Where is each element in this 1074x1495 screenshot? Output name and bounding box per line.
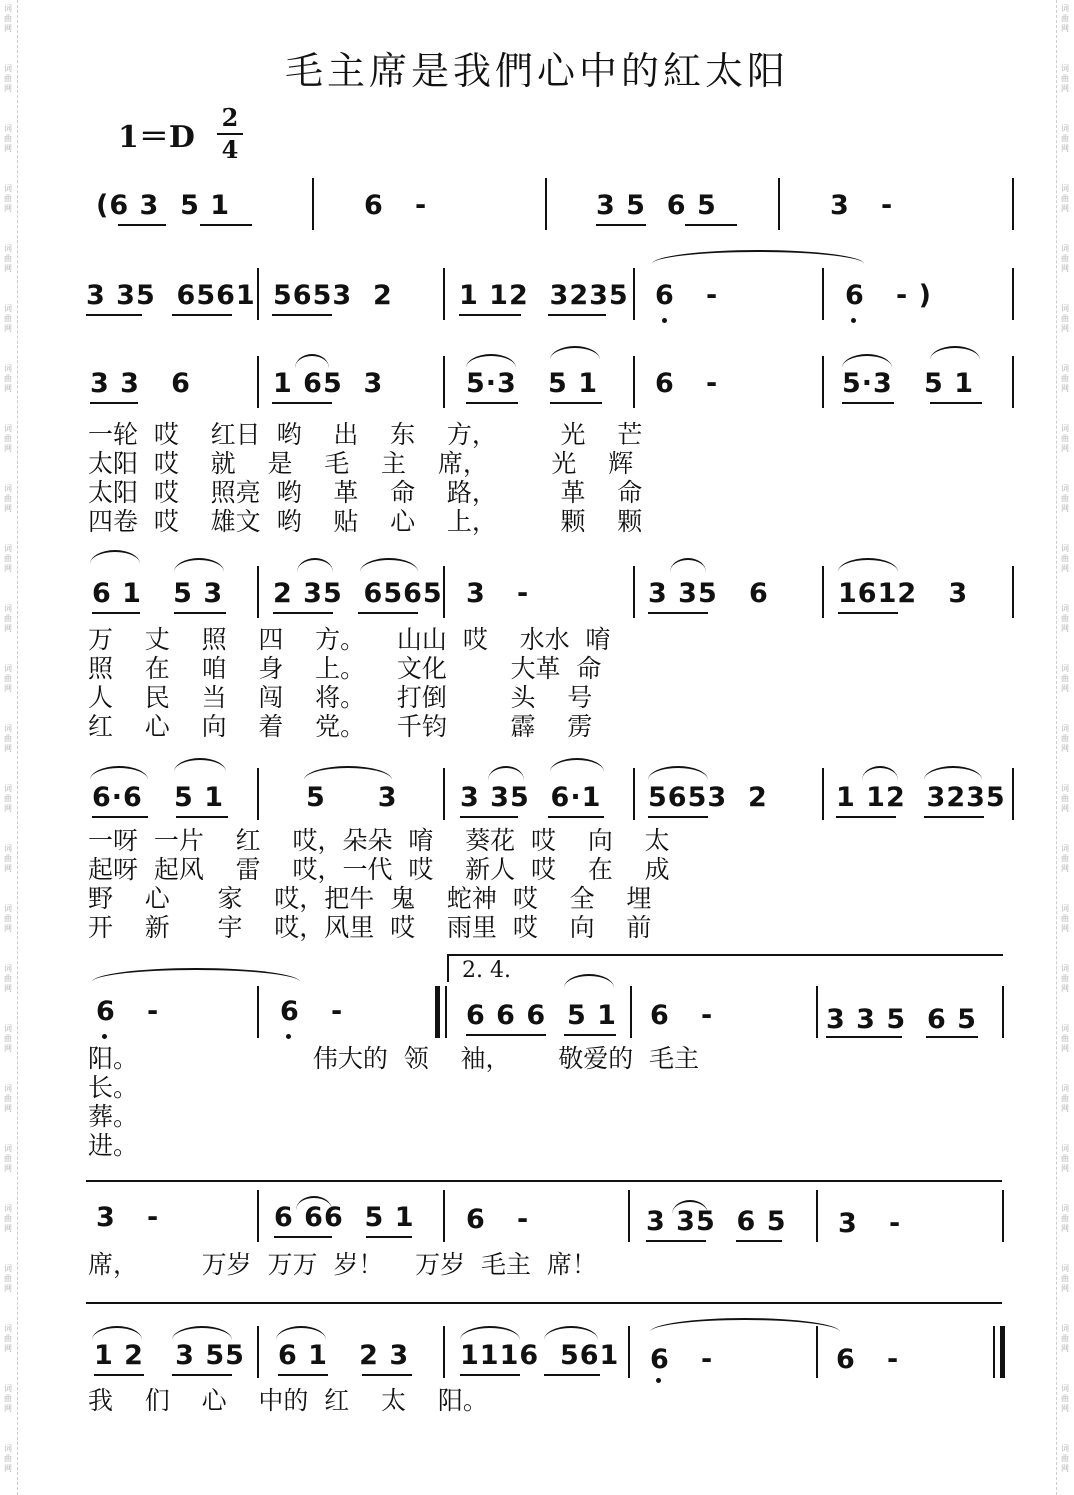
barline xyxy=(545,178,547,230)
low-octave-dot xyxy=(662,318,667,323)
measure: 6 1 5 3 xyxy=(92,578,224,609)
watermark-text: 词曲网 xyxy=(1061,784,1069,813)
beam xyxy=(274,1236,332,1238)
tie xyxy=(652,250,864,264)
lyrics-verse-4: 进。 xyxy=(88,1131,139,1160)
measure: 6 66 5 1 xyxy=(274,1202,415,1233)
barline xyxy=(257,268,259,320)
measure: 3 35 6·1 xyxy=(460,782,602,813)
beam xyxy=(358,612,418,614)
watermark-text: 词曲网 xyxy=(4,664,12,693)
watermark-text: 词曲网 xyxy=(4,1024,12,1053)
barline xyxy=(822,356,824,408)
beam xyxy=(466,1034,546,1036)
slur xyxy=(930,346,980,360)
key-signature: 1＝D xyxy=(118,120,195,155)
beam xyxy=(926,1036,978,1038)
measure: 6 6 6 5 1 xyxy=(466,1000,617,1031)
barline xyxy=(257,356,259,408)
lyrics-verse-4: 红 心 向 着 党。 千钧 霹 雳 xyxy=(88,712,593,741)
watermark-text: 词曲网 xyxy=(4,1444,12,1473)
measure: 5·3 5 1 xyxy=(466,368,599,399)
watermark-text: 词曲网 xyxy=(1061,1384,1069,1413)
beam xyxy=(564,1034,616,1036)
watermark-text: 词曲网 xyxy=(4,724,12,753)
lyrics-verse-4: 四卷 哎 雄文 哟 贴 心 上， 颗 颗 xyxy=(88,507,643,536)
slur xyxy=(92,1326,142,1340)
lyrics-verse-2: 照 在 咱 身 上。 文化 大革 命 xyxy=(88,654,602,683)
barline xyxy=(822,566,824,618)
watermark-text: 词曲网 xyxy=(1061,664,1069,693)
barline xyxy=(257,768,259,820)
barline xyxy=(1012,768,1014,820)
beam xyxy=(172,314,232,316)
beam xyxy=(459,314,521,316)
watermark-text: 词曲网 xyxy=(1061,304,1069,333)
watermark-text: 词曲网 xyxy=(1061,544,1069,573)
watermark-text: 词曲网 xyxy=(4,64,12,93)
lyrics-verse-3: 野 心 家 哎，把牛 鬼 蛇神 哎 全 埋 xyxy=(88,884,652,913)
watermark-text: 词曲网 xyxy=(4,1264,12,1293)
measure: 6 - xyxy=(466,1204,530,1235)
watermark-text: 词曲网 xyxy=(4,244,12,273)
watermark-text: 词曲网 xyxy=(4,1144,12,1173)
measure: 1612 3 xyxy=(838,578,969,609)
barline xyxy=(816,1326,818,1378)
barline xyxy=(443,768,445,820)
barline xyxy=(633,566,635,618)
barline xyxy=(443,1326,445,1378)
barline xyxy=(257,1326,259,1378)
measure: 1 12 3235 xyxy=(836,782,1006,813)
measure: 6 - xyxy=(650,1000,714,1031)
lyrics-verse-2: 起呀 起风 雷 哎，一代 哎 新人 哎 在 成 xyxy=(88,855,670,884)
watermark-text: 词曲网 xyxy=(4,4,12,33)
barline xyxy=(443,268,445,320)
measure: 6 - xyxy=(836,1344,900,1375)
watermark-text: 词曲网 xyxy=(1061,364,1069,393)
barline xyxy=(816,986,818,1038)
right-margin-strip xyxy=(1056,0,1074,1495)
beam xyxy=(544,1374,600,1376)
lyrics-verse-1: 万 丈 照 四 方。 山山 哎 水水 唷 xyxy=(88,625,611,654)
slur xyxy=(90,550,140,564)
measure: 3 5 6 5 xyxy=(596,190,717,221)
watermark-text: 词曲网 xyxy=(4,1324,12,1353)
lyrics-verse-4: 开 新 宇 哎，风里 哎 雨里 哎 向 前 xyxy=(88,913,652,942)
beam xyxy=(86,314,142,316)
watermark-text: 词曲网 xyxy=(4,1204,12,1233)
lyrics-verse-1: 一轮 哎 红日 哟 出 东 方， 光 芒 xyxy=(88,420,643,449)
lyrics-verse-1: 阳。 伟大的 领 袖， 敬爱的 毛主 xyxy=(88,1044,700,1073)
watermark-text: 词曲网 xyxy=(1061,964,1069,993)
beam xyxy=(118,224,166,226)
beam xyxy=(92,816,148,818)
watermark-text: 词曲网 xyxy=(4,424,12,453)
measure: 5653 2 xyxy=(273,280,393,311)
beam xyxy=(272,402,332,404)
tie xyxy=(650,1318,840,1332)
measure: 3 - xyxy=(466,578,530,609)
barline xyxy=(1012,178,1014,230)
measure: 1 2 3 55 xyxy=(94,1340,245,1371)
lyrics-ending: 我 们 心 中的 红 太 阳。 xyxy=(88,1386,488,1415)
watermark-text: 词曲网 xyxy=(1061,604,1069,633)
barline xyxy=(443,566,445,618)
barline xyxy=(1002,986,1004,1038)
beam xyxy=(930,402,982,404)
slur xyxy=(842,354,892,368)
slur xyxy=(862,766,898,780)
barline xyxy=(443,1190,445,1242)
measure: 6 - xyxy=(655,368,719,399)
measure: 3 35 6 5 xyxy=(646,1206,787,1237)
barline xyxy=(628,1326,630,1378)
watermark-text: 词曲网 xyxy=(4,544,12,573)
watermark-text: 词曲网 xyxy=(1061,244,1069,273)
watermark-text: 词曲网 xyxy=(4,364,12,393)
slur xyxy=(550,758,604,772)
measure: 1 65 3 xyxy=(273,368,384,399)
watermark-text: 词曲网 xyxy=(4,784,12,813)
measure: 3 - xyxy=(830,190,894,221)
slur xyxy=(550,346,600,360)
lyrics-verse-3: 人 民 当 闯 将。 打倒 头 号 xyxy=(88,683,593,712)
beam xyxy=(278,1374,328,1376)
barline xyxy=(778,178,780,230)
slur xyxy=(670,558,706,572)
watermark-text: 词曲网 xyxy=(4,964,12,993)
beam xyxy=(174,612,226,614)
beam xyxy=(273,612,333,614)
watermark-text: 词曲网 xyxy=(4,904,12,933)
watermark-text: 词曲网 xyxy=(1061,124,1069,153)
section-rule xyxy=(86,1180,1002,1182)
measure: 5 3 xyxy=(306,782,398,813)
barline xyxy=(633,268,635,320)
slur xyxy=(648,766,708,780)
beam xyxy=(90,402,138,404)
watermark-text: 词曲网 xyxy=(1061,844,1069,873)
watermark-text: 词曲网 xyxy=(1061,424,1069,453)
watermark-text: 词曲网 xyxy=(4,1084,12,1113)
beam xyxy=(176,816,228,818)
barline xyxy=(257,986,259,1038)
measure: 3 - xyxy=(96,1202,160,1233)
measure: (6 3 5 1 xyxy=(96,190,231,221)
beam xyxy=(736,1240,782,1242)
beam xyxy=(94,1374,144,1376)
beam xyxy=(200,224,252,226)
volta-bracket xyxy=(447,954,1003,956)
measure: 5·3 5 1 xyxy=(842,368,975,399)
watermark-text: 词曲网 xyxy=(1061,904,1069,933)
beam xyxy=(460,816,518,818)
watermark-text: 词曲网 xyxy=(4,124,12,153)
slur xyxy=(90,766,148,780)
barline xyxy=(633,768,635,820)
barline xyxy=(1002,1190,1004,1242)
barline xyxy=(312,178,314,230)
measure: 3 - xyxy=(838,1208,902,1239)
watermark-text: 词曲网 xyxy=(1061,1024,1069,1053)
watermark-text: 词曲网 xyxy=(4,1384,12,1413)
final-barline-thick xyxy=(1000,1326,1005,1378)
watermark-text: 词曲网 xyxy=(4,844,12,873)
slur xyxy=(460,1326,520,1340)
barline xyxy=(443,356,445,408)
measure: 3 3 6 xyxy=(90,368,191,399)
time-signature-bottom: 4 xyxy=(221,135,239,164)
barline xyxy=(257,566,259,618)
time-signature-top: 2 xyxy=(221,103,239,132)
lyrics-verse-2: 长。 xyxy=(88,1073,139,1102)
lyrics-chorus: 席， 万岁 万万 岁！ 万岁 毛主 席！ xyxy=(88,1250,597,1279)
slur xyxy=(295,354,329,368)
beam xyxy=(646,1240,706,1242)
lyrics-verse-3: 太阳 哎 照亮 哟 革 命 路， 革 命 xyxy=(88,478,643,507)
slur xyxy=(544,1326,598,1340)
measure: 3 3 5 6 5 xyxy=(826,1004,977,1035)
measure: 1 12 3235 xyxy=(459,280,629,311)
measure: 3 35 6561 xyxy=(86,280,256,311)
measure: 6 - xyxy=(364,190,428,221)
beam xyxy=(548,314,606,316)
beam xyxy=(92,612,140,614)
watermark-text: 词曲网 xyxy=(4,184,12,213)
beam xyxy=(648,816,708,818)
beam xyxy=(550,402,602,404)
tie xyxy=(92,968,300,982)
measure: 3 35 6 xyxy=(648,578,769,609)
low-octave-dot xyxy=(851,318,856,323)
watermark-text: 词曲网 xyxy=(4,604,12,633)
watermark-text: 词曲网 xyxy=(1061,1204,1069,1233)
measure: 1116 561 xyxy=(460,1340,620,1371)
barline xyxy=(257,1190,259,1242)
slur xyxy=(174,558,224,572)
watermark-text: 词曲网 xyxy=(1061,64,1069,93)
low-octave-dot xyxy=(656,1378,661,1383)
slur xyxy=(276,1326,326,1340)
watermark-text: 词曲网 xyxy=(1061,1084,1069,1113)
barline xyxy=(630,986,632,1038)
slur xyxy=(172,1326,232,1340)
watermark-text: 词曲网 xyxy=(4,304,12,333)
watermark-text: 词曲网 xyxy=(1061,1144,1069,1173)
lyrics-verse-2: 太阳 哎 就 是 毛 主 席， 光 辉 xyxy=(88,449,634,478)
beam xyxy=(685,224,737,226)
volta-label: 2. 4. xyxy=(462,958,511,983)
song-title: 毛主席是我們心中的紅太阳 xyxy=(284,49,789,93)
beam xyxy=(362,1374,412,1376)
beam xyxy=(838,612,898,614)
low-octave-dot xyxy=(286,1034,291,1039)
barline xyxy=(1012,566,1014,618)
measure: 6·6 5 1 xyxy=(92,782,225,813)
beam xyxy=(466,402,518,404)
watermark-text: 词曲网 xyxy=(4,484,12,513)
measure: 5653 2 xyxy=(648,782,768,813)
repeat-barline xyxy=(435,986,440,1038)
beam xyxy=(548,816,604,818)
beam xyxy=(172,1374,232,1376)
lyrics-verse-3: 葬。 xyxy=(88,1102,139,1131)
measure: 6 1 2 3 xyxy=(278,1340,410,1371)
beam xyxy=(648,612,708,614)
beam xyxy=(924,816,984,818)
beam xyxy=(836,816,896,818)
measure: 2 35 6565 xyxy=(273,578,443,609)
watermark-text: 词曲网 xyxy=(1061,1444,1069,1473)
watermark-text: 词曲网 xyxy=(1061,4,1069,33)
beam xyxy=(842,402,894,404)
watermark-text: 词曲网 xyxy=(1061,484,1069,513)
slur xyxy=(838,558,898,572)
slur xyxy=(564,974,614,988)
left-margin-strip xyxy=(0,0,18,1495)
measure: 6 - xyxy=(655,280,719,311)
slur xyxy=(297,558,333,572)
beam xyxy=(460,1374,520,1376)
measure: 6 - xyxy=(650,1344,714,1375)
barline xyxy=(1012,356,1014,408)
measure: 6 - xyxy=(96,996,160,1027)
beam xyxy=(826,1036,902,1038)
watermark-text: 词曲网 xyxy=(1061,1324,1069,1353)
slur xyxy=(466,354,516,368)
slur xyxy=(360,558,418,572)
final-barline-thin xyxy=(993,1326,995,1378)
barline xyxy=(628,1190,630,1242)
measure: 6 - ) xyxy=(845,280,932,311)
volta-bracket-start xyxy=(447,954,449,982)
beam xyxy=(596,224,646,226)
watermark-text: 词曲网 xyxy=(1061,724,1069,753)
barline xyxy=(822,268,824,320)
barline xyxy=(633,356,635,408)
barline xyxy=(816,1190,818,1242)
beam xyxy=(272,314,332,316)
time-signature xyxy=(217,104,243,164)
slur xyxy=(304,766,392,780)
repeat-barline-thin xyxy=(445,986,447,1038)
barline xyxy=(822,768,824,820)
watermark-text: 词曲网 xyxy=(1061,184,1069,213)
watermark-text: 词曲网 xyxy=(1061,1264,1069,1293)
beam xyxy=(366,1236,412,1238)
slur xyxy=(488,766,524,780)
slur xyxy=(924,766,982,780)
slur xyxy=(174,758,226,772)
measure: 6 - xyxy=(280,996,344,1027)
barline xyxy=(1012,268,1014,320)
section-rule xyxy=(86,1302,1002,1304)
low-octave-dot xyxy=(102,1034,107,1039)
lyrics-verse-1: 一呀 一片 红 哎，朵朵 唷 葵花 哎 向 太 xyxy=(88,826,670,855)
